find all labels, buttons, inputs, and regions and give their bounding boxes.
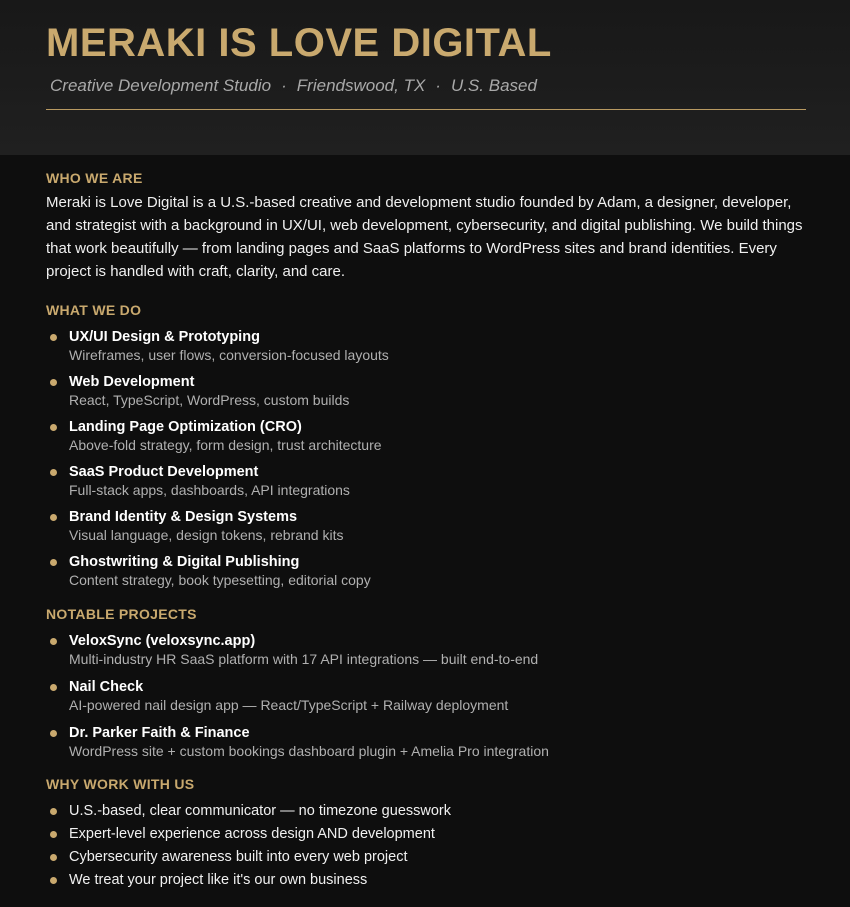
reason-item	[46, 848, 804, 867]
tagline-separator: ·	[281, 76, 287, 95]
bullet-dot-icon	[50, 514, 57, 521]
section-heading: WHAT WE DO	[46, 302, 142, 318]
about-paragraph: Meraki is Love Digital is a U.S.-based creative and development studio founded by Adam, a designer, developer, and strategist with a background in UX/UI, web development, cybersecurity, and digital publishing. We build things that work beautifully — from landing pages and SaaS platforms to WordPress sites and brand identities. Every project is handled with craft, clarity, and care.	[46, 194, 803, 280]
service-name: Web Development	[69, 374, 195, 390]
service-description: React, TypeScript, WordPress, custom builds	[69, 392, 350, 408]
project-item	[46, 632, 804, 669]
service-item	[46, 373, 804, 410]
service-description: Full-stack apps, dashboards, API integrations	[69, 482, 350, 498]
project-description: AI-powered nail design app — React/TypeScript + Railway deployment	[69, 697, 509, 713]
project-name: VeloxSync (veloxsync.app)	[69, 633, 256, 649]
service-name: Ghostwriting & Digital Publishing	[69, 554, 300, 570]
service-item	[46, 508, 804, 545]
reason-text: Expert-level experience across design AND development	[69, 826, 435, 842]
brand-title: MERAKI IS LOVE DIGITAL	[46, 21, 552, 65]
reason-text: Cybersecurity awareness built into every web project	[69, 849, 408, 865]
section-heading: WHY WORK WITH US	[46, 776, 195, 792]
tagline-location: Friendswood, TX	[296, 76, 426, 95]
bullet-dot-icon	[50, 808, 57, 815]
service-name: Landing Page Optimization (CRO)	[69, 419, 302, 435]
project-description: WordPress site + custom bookings dashboard plugin + Amelia Pro integration	[69, 743, 549, 759]
projects-list	[46, 632, 804, 761]
service-description: Above-fold strategy, form design, trust architecture	[69, 437, 382, 453]
reason-item	[46, 825, 804, 844]
bullet-dot-icon	[50, 730, 57, 737]
service-name: UX/UI Design & Prototyping	[69, 329, 260, 345]
reasons-list	[46, 802, 804, 890]
services-list	[46, 328, 804, 590]
bullet-dot-icon	[50, 877, 57, 884]
project-name: Dr. Parker Faith & Finance	[69, 725, 250, 741]
tagline-based: U.S. Based	[450, 76, 537, 95]
reason-item	[46, 871, 804, 890]
bullet-dot-icon	[50, 424, 57, 431]
bullet-dot-icon	[50, 559, 57, 566]
bullet-dot-icon	[50, 379, 57, 386]
bullet-dot-icon	[50, 684, 57, 691]
tagline	[46, 76, 804, 96]
service-name: Brand Identity & Design Systems	[69, 509, 298, 525]
service-item	[46, 418, 804, 455]
service-description: Wireframes, user flows, conversion-focused layouts	[69, 347, 389, 363]
bullet-dot-icon	[50, 638, 57, 645]
service-description: Content strategy, book typesetting, editorial copy	[69, 572, 371, 588]
who-we-are-section	[46, 170, 804, 283]
bullet-dot-icon	[50, 854, 57, 861]
section-heading: NOTABLE PROJECTS	[46, 606, 197, 622]
project-item	[46, 678, 804, 715]
bullet-dot-icon	[50, 334, 57, 341]
notable-projects-section	[46, 606, 804, 761]
project-item	[46, 724, 804, 761]
bullet-dot-icon	[50, 469, 57, 476]
service-item	[46, 553, 804, 590]
service-item	[46, 328, 804, 365]
section-heading: WHO WE ARE	[46, 170, 143, 186]
what-we-do-section	[46, 302, 804, 590]
page-header	[0, 0, 850, 155]
reason-text: U.S.-based, clear communicator — no timezone guesswork	[69, 803, 451, 819]
project-description: Multi-industry HR SaaS platform with 17 API integrations — built end-to-end	[69, 651, 539, 667]
service-description: Visual language, design tokens, rebrand kits	[69, 527, 344, 543]
project-name: Nail Check	[69, 679, 144, 695]
why-work-with-us-section	[46, 776, 804, 890]
bullet-dot-icon	[50, 831, 57, 838]
main-content	[0, 155, 850, 890]
reason-item	[46, 802, 804, 821]
tagline-separator: ·	[435, 76, 441, 95]
service-item	[46, 463, 804, 500]
tagline-studio: Creative Development Studio	[50, 76, 272, 95]
header-divider	[46, 109, 806, 110]
service-name: SaaS Product Development	[69, 464, 259, 480]
reason-text: We treat your project like it's our own business	[69, 872, 368, 888]
